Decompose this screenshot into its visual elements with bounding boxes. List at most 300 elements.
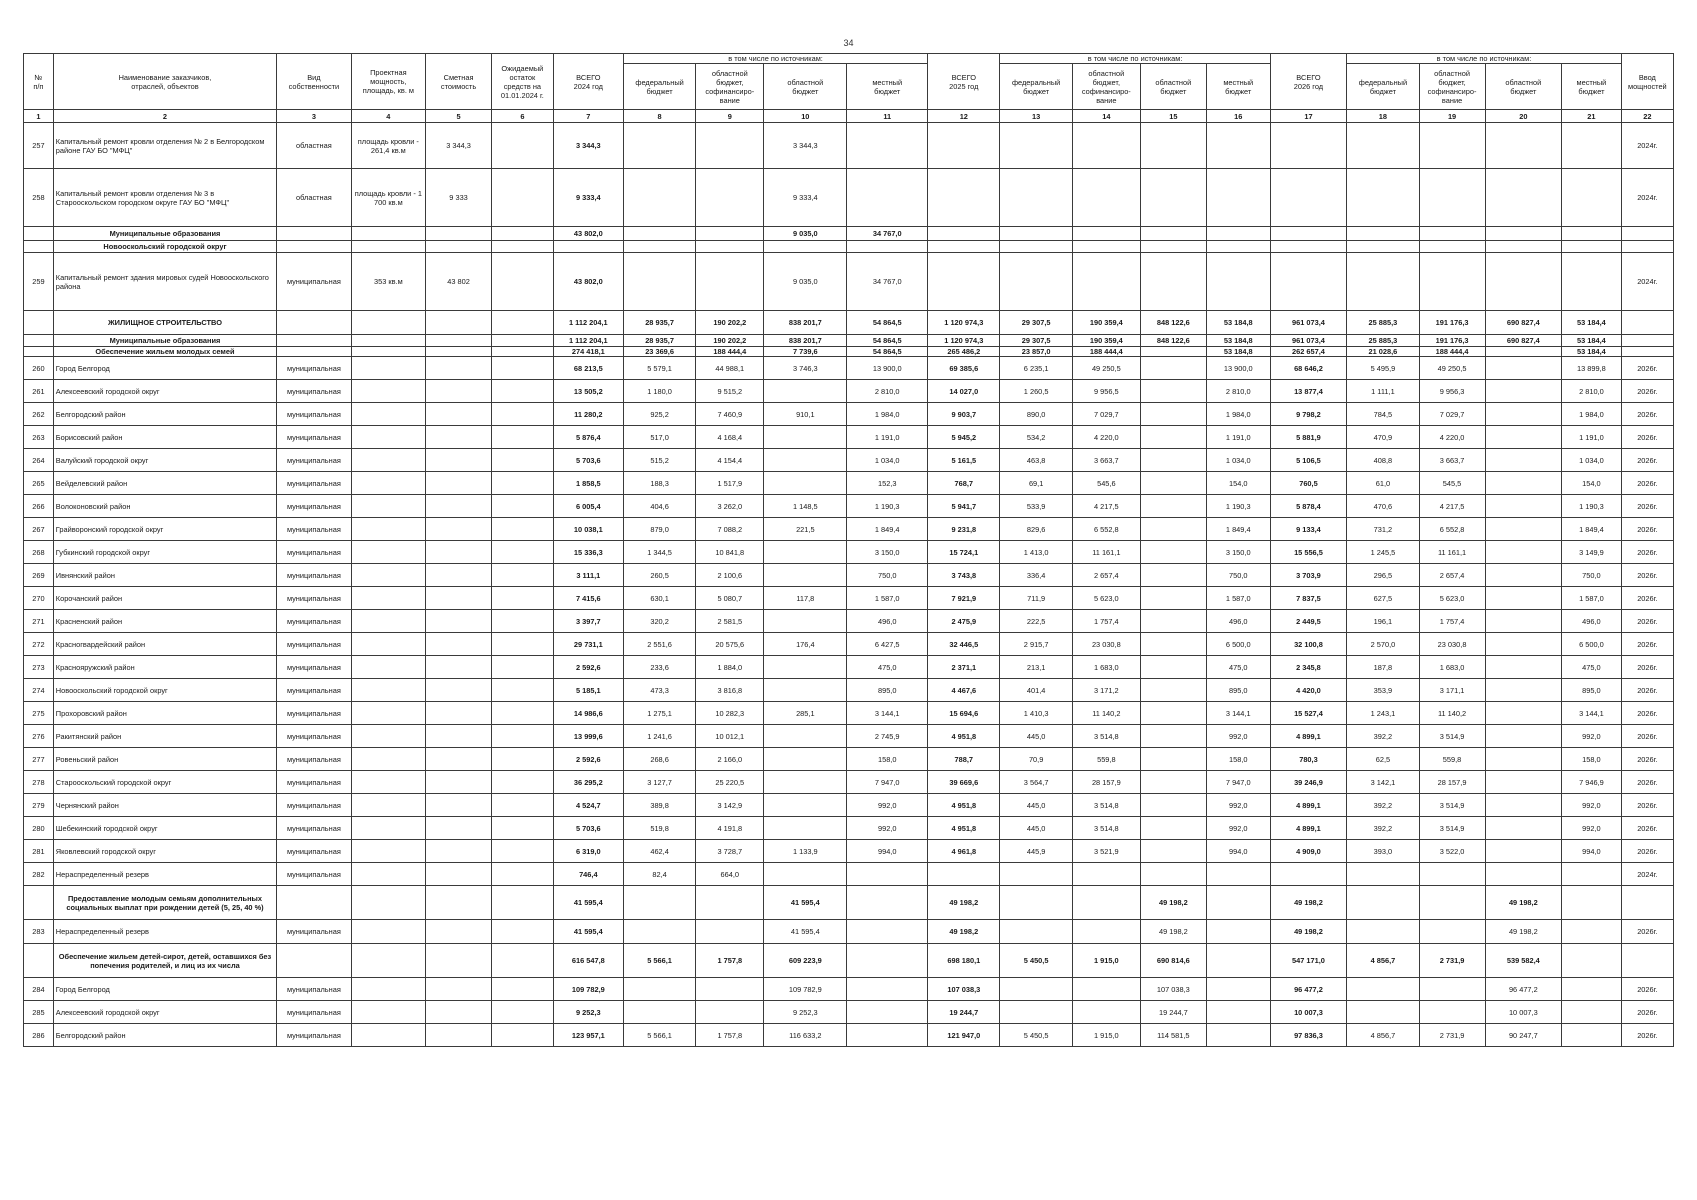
amount-cell: 6 235,1 (1000, 357, 1072, 380)
amount-cell (928, 253, 1000, 311)
table-row (24, 679, 1674, 702)
row-number: 260 (24, 357, 54, 380)
object-name: Алексеевский городской округ (53, 380, 276, 403)
amount-cell: 2 100,6 (696, 564, 764, 587)
capacity (351, 610, 425, 633)
amount-cell (492, 335, 554, 347)
amount-cell (1000, 863, 1072, 886)
amount-cell: 4 961,8 (928, 840, 1000, 863)
amount-cell: 1 587,0 (1562, 587, 1622, 610)
amount-cell (492, 472, 554, 495)
amount-cell (426, 227, 492, 241)
amount-cell (1000, 1001, 1072, 1024)
amount-cell: 829,6 (1000, 518, 1072, 541)
amount-cell (1270, 227, 1347, 241)
capacity (351, 840, 425, 863)
table-row (24, 794, 1674, 817)
amount-cell: 3 816,8 (696, 679, 764, 702)
amount-cell: 97 836,3 (1270, 1024, 1347, 1047)
amount-cell (623, 978, 695, 1001)
amount-cell (426, 380, 492, 403)
amount-cell (492, 518, 554, 541)
amount-cell: 7 921,9 (928, 587, 1000, 610)
amount-cell: 4 168,4 (696, 426, 764, 449)
amount-cell (1206, 1001, 1270, 1024)
commissioning-year: 2026г. (1621, 495, 1673, 518)
amount-cell (492, 495, 554, 518)
amount-cell (426, 1024, 492, 1047)
amount-cell (426, 1001, 492, 1024)
table-body (24, 123, 1674, 1047)
capacity (351, 472, 425, 495)
amount-cell: 107 038,3 (1140, 978, 1206, 1001)
amount-cell (1485, 840, 1562, 863)
capacity (351, 920, 425, 944)
amount-cell: 233,6 (623, 656, 695, 679)
amount-cell (1140, 656, 1206, 679)
amount-cell: 296,5 (1347, 564, 1419, 587)
amount-cell: 784,5 (1347, 403, 1419, 426)
amount-cell: 2 371,1 (928, 656, 1000, 679)
amount-cell: 3 663,7 (1072, 449, 1140, 472)
amount-cell: 13 877,4 (1270, 380, 1347, 403)
amount-cell: 1 587,0 (847, 587, 928, 610)
amount-cell (1140, 679, 1206, 702)
amount-cell: 895,0 (847, 679, 928, 702)
amount-cell: 11 280,2 (553, 403, 623, 426)
amount-cell: 1 180,0 (623, 380, 695, 403)
amount-cell: 54 864,5 (847, 311, 928, 335)
amount-cell (928, 863, 1000, 886)
amount-cell: 992,0 (1562, 794, 1622, 817)
amount-cell: 1 148,5 (764, 495, 847, 518)
table-row (24, 169, 1674, 227)
amount-cell (426, 403, 492, 426)
row-number: 270 (24, 587, 54, 610)
amount-cell: 1 112 204,1 (553, 335, 623, 347)
table-row (24, 702, 1674, 725)
amount-cell: 1 984,0 (1562, 403, 1622, 426)
header-name: Наименование заказчиков, отраслей, объектов (53, 54, 276, 110)
amount-cell: 961 073,4 (1270, 311, 1347, 335)
commissioning-year (1621, 886, 1673, 920)
amount-cell: 994,0 (1206, 840, 1270, 863)
amount-cell (1140, 241, 1206, 253)
amount-cell: 41 595,4 (553, 920, 623, 944)
commissioning-year: 2026г. (1621, 1024, 1673, 1047)
amount-cell: 320,2 (623, 610, 695, 633)
amount-cell: 445,9 (1000, 840, 1072, 863)
amount-cell: 96 477,2 (1485, 978, 1562, 1001)
amount-cell: 1 120 974,3 (928, 335, 1000, 347)
header-cofin-2024: областной бюджет, софинансиро- вание (696, 64, 764, 110)
amount-cell: 9 252,3 (553, 1001, 623, 1024)
ownership-type: муниципальная (277, 1001, 351, 1024)
amount-cell: 19 244,7 (1140, 1001, 1206, 1024)
amount-cell: 28 157,9 (1419, 771, 1485, 794)
amount-cell: 68 213,5 (553, 357, 623, 380)
table-row (24, 449, 1674, 472)
column-number: 16 (1206, 110, 1270, 123)
amount-cell: 517,0 (623, 426, 695, 449)
amount-cell: 2 570,0 (1347, 633, 1419, 656)
commissioning-year: 2026г. (1621, 403, 1673, 426)
column-number: 11 (847, 110, 928, 123)
amount-cell: 15 694,6 (928, 702, 1000, 725)
amount-cell (696, 978, 764, 1001)
amount-cell (1562, 253, 1622, 311)
amount-cell: 9 798,2 (1270, 403, 1347, 426)
amount-cell: 23 030,8 (1419, 633, 1485, 656)
amount-cell: 5 185,1 (553, 679, 623, 702)
amount-cell (1347, 227, 1419, 241)
amount-cell (1000, 169, 1072, 227)
header-regional-2024: областной бюджет (764, 64, 847, 110)
amount-cell (492, 564, 554, 587)
amount-cell: 545,5 (1419, 472, 1485, 495)
amount-cell (1485, 863, 1562, 886)
commissioning-year: 2026г. (1621, 357, 1673, 380)
row-number (24, 944, 54, 978)
object-name: Белгородский район (53, 1024, 276, 1047)
amount-cell (1485, 702, 1562, 725)
amount-cell: 760,5 (1270, 472, 1347, 495)
amount-cell (426, 633, 492, 656)
amount-cell (1000, 920, 1072, 944)
amount-cell: 28 157,9 (1072, 771, 1140, 794)
amount-cell: 879,0 (623, 518, 695, 541)
amount-cell: 470,6 (1347, 495, 1419, 518)
amount-cell (847, 886, 928, 920)
amount-cell (1000, 978, 1072, 1001)
amount-cell: 533,9 (1000, 495, 1072, 518)
header-owner: Вид собственности (277, 54, 351, 110)
row-number: 272 (24, 633, 54, 656)
amount-cell: 188,3 (623, 472, 695, 495)
amount-cell: 7 837,5 (1270, 587, 1347, 610)
table-row (24, 920, 1674, 944)
amount-cell (1347, 123, 1419, 169)
ownership-type: муниципальная (277, 978, 351, 1001)
amount-cell (1485, 380, 1562, 403)
amount-cell: 445,0 (1000, 817, 1072, 840)
capacity (351, 725, 425, 748)
amount-cell (764, 817, 847, 840)
amount-cell: 176,4 (764, 633, 847, 656)
amount-cell: 1 757,8 (696, 944, 764, 978)
amount-cell: 114 581,5 (1140, 1024, 1206, 1047)
amount-cell (492, 380, 554, 403)
amount-cell: 6 500,0 (1206, 633, 1270, 656)
section-row (24, 227, 1674, 241)
amount-cell (623, 169, 695, 227)
amount-cell (426, 518, 492, 541)
table-row (24, 253, 1674, 311)
header-total-2024: ВСЕГО 2024 год (553, 54, 623, 110)
amount-cell: 3 743,8 (928, 564, 1000, 587)
amount-cell: 5 945,2 (928, 426, 1000, 449)
commissioning-year (1621, 347, 1673, 357)
ownership-type: муниципальная (277, 679, 351, 702)
amount-cell: 992,0 (1206, 725, 1270, 748)
amount-cell (426, 920, 492, 944)
amount-cell (1206, 241, 1270, 253)
amount-cell (1347, 169, 1419, 227)
amount-cell: 895,0 (1206, 679, 1270, 702)
ownership-type: муниципальная (277, 610, 351, 633)
amount-cell: 445,0 (1000, 794, 1072, 817)
amount-cell: 1 915,0 (1072, 1024, 1140, 1047)
amount-cell: 3 144,1 (1562, 702, 1622, 725)
amount-cell: 463,8 (1000, 449, 1072, 472)
amount-cell: 11 161,1 (1072, 541, 1140, 564)
amount-cell (426, 426, 492, 449)
amount-cell: 496,0 (847, 610, 928, 633)
amount-cell (696, 123, 764, 169)
header-federal-2024: федеральный бюджет (623, 64, 695, 110)
ownership-type: муниципальная (277, 656, 351, 679)
amount-cell: 25 220,5 (696, 771, 764, 794)
amount-cell (1347, 1001, 1419, 1024)
header-sources-2024: в том числе по источникам: (623, 54, 927, 64)
amount-cell: 7 739,6 (764, 347, 847, 357)
amount-cell (492, 1001, 554, 1024)
commissioning-year: 2026г. (1621, 817, 1673, 840)
capacity (351, 587, 425, 610)
amount-cell: 11 140,2 (1419, 702, 1485, 725)
amount-cell (1419, 978, 1485, 1001)
capacity (351, 679, 425, 702)
column-number: 6 (492, 110, 554, 123)
amount-cell: 3 111,1 (553, 564, 623, 587)
amount-cell (1072, 978, 1140, 1001)
amount-cell: 6 500,0 (1562, 633, 1622, 656)
amount-cell: 9 231,8 (928, 518, 1000, 541)
amount-cell (1140, 748, 1206, 771)
amount-cell (623, 253, 695, 311)
amount-cell: 19 244,7 (928, 1001, 1000, 1024)
section-title: ЖИЛИЩНОЕ СТРОИТЕЛЬСТВО (53, 311, 276, 335)
amount-cell: 3 514,8 (1072, 794, 1140, 817)
commissioning-year: 2026г. (1621, 725, 1673, 748)
commissioning-year: 2026г. (1621, 1001, 1673, 1024)
amount-cell (1140, 426, 1206, 449)
amount-cell (764, 679, 847, 702)
amount-cell (1140, 472, 1206, 495)
capacity (351, 944, 425, 978)
row-number: 271 (24, 610, 54, 633)
amount-cell: 82,4 (623, 863, 695, 886)
row-number: 276 (24, 725, 54, 748)
section-row (24, 241, 1674, 253)
row-number: 284 (24, 978, 54, 1001)
amount-cell: 6 552,8 (1072, 518, 1140, 541)
amount-cell: 3 703,9 (1270, 564, 1347, 587)
commissioning-year (1621, 335, 1673, 347)
row-number: 257 (24, 123, 54, 169)
amount-cell: 5 881,9 (1270, 426, 1347, 449)
row-number (24, 335, 54, 347)
commissioning-year: 2026г. (1621, 449, 1673, 472)
amount-cell (492, 886, 554, 920)
amount-cell: 41 595,4 (764, 920, 847, 944)
ownership-type (277, 227, 351, 241)
object-name: Нераспределенный резерв (53, 863, 276, 886)
amount-cell: 191 176,3 (1419, 335, 1485, 347)
commissioning-year: 2026г. (1621, 679, 1673, 702)
amount-cell: 54 864,5 (847, 335, 928, 347)
amount-cell (426, 347, 492, 357)
amount-cell: 29 307,5 (1000, 335, 1072, 347)
amount-cell: 408,8 (1347, 449, 1419, 472)
amount-cell: 2 810,0 (1206, 380, 1270, 403)
amount-cell (1485, 227, 1562, 241)
amount-cell: 519,8 (623, 817, 695, 840)
amount-cell: 10 038,1 (553, 518, 623, 541)
amount-cell: 690 827,4 (1485, 311, 1562, 335)
amount-cell: 711,9 (1000, 587, 1072, 610)
header-total-2025: ВСЕГО 2025 год (928, 54, 1000, 110)
row-number (24, 311, 54, 335)
amount-cell: 2 915,7 (1000, 633, 1072, 656)
amount-cell (1419, 227, 1485, 241)
object-name: Прохоровский район (53, 702, 276, 725)
table-row (24, 518, 1674, 541)
amount-cell: 1 190,3 (847, 495, 928, 518)
amount-cell: 49 198,2 (928, 920, 1000, 944)
amount-cell: 3 514,9 (1419, 725, 1485, 748)
row-number: 280 (24, 817, 54, 840)
amount-cell (1347, 253, 1419, 311)
amount-cell (1485, 656, 1562, 679)
header-regional-2025: областной бюджет (1140, 64, 1206, 110)
amount-cell: 109 782,9 (553, 978, 623, 1001)
amount-cell (847, 863, 928, 886)
amount-cell (426, 311, 492, 335)
amount-cell: 848 122,6 (1140, 335, 1206, 347)
amount-cell: 190 359,4 (1072, 335, 1140, 347)
amount-cell: 2 592,6 (553, 656, 623, 679)
capacity (351, 241, 425, 253)
amount-cell: 54 864,5 (847, 347, 928, 357)
header-cofin-2026: областной бюджет, софинансиро- вание (1419, 64, 1485, 110)
commissioning-year: 2026г. (1621, 840, 1673, 863)
amount-cell: 15 527,4 (1270, 702, 1347, 725)
amount-cell: 190 202,2 (696, 335, 764, 347)
amount-cell: 15 556,5 (1270, 541, 1347, 564)
table-row (24, 1001, 1674, 1024)
section-title: Муниципальные образования (53, 335, 276, 347)
amount-cell (764, 472, 847, 495)
amount-cell: 2 551,6 (623, 633, 695, 656)
amount-cell: 62,5 (1347, 748, 1419, 771)
amount-cell: 123 957,1 (553, 1024, 623, 1047)
amount-cell (492, 817, 554, 840)
amount-cell: 34 767,0 (847, 253, 928, 311)
capacity (351, 702, 425, 725)
amount-cell: 32 100,8 (1270, 633, 1347, 656)
amount-cell (1140, 840, 1206, 863)
row-number: 282 (24, 863, 54, 886)
amount-cell: 910,1 (764, 403, 847, 426)
amount-cell: 29 307,5 (1000, 311, 1072, 335)
amount-cell: 49 198,2 (1485, 886, 1562, 920)
amount-cell (1140, 794, 1206, 817)
amount-cell (1485, 564, 1562, 587)
amount-cell: 20 575,6 (696, 633, 764, 656)
amount-cell (492, 920, 554, 944)
amount-cell: 1 275,1 (623, 702, 695, 725)
commissioning-year: 2026г. (1621, 564, 1673, 587)
amount-cell: 154,0 (1206, 472, 1270, 495)
amount-cell: 262 657,4 (1270, 347, 1347, 357)
table-row (24, 863, 1674, 886)
amount-cell: 68 646,2 (1270, 357, 1347, 380)
amount-cell: 1 413,0 (1000, 541, 1072, 564)
capacity (351, 886, 425, 920)
header-federal-2026: федеральный бюджет (1347, 64, 1419, 110)
amount-cell (1072, 886, 1140, 920)
amount-cell (696, 169, 764, 227)
amount-cell: 336,4 (1000, 564, 1072, 587)
amount-cell: 9 956,5 (1072, 380, 1140, 403)
amount-cell (847, 978, 928, 1001)
header-regional-2026: областной бюджет (1485, 64, 1562, 110)
amount-cell: 475,0 (1562, 656, 1622, 679)
amount-cell: 462,4 (623, 840, 695, 863)
column-number: 22 (1621, 110, 1673, 123)
amount-cell: 154,0 (1562, 472, 1622, 495)
amount-cell: 1 683,0 (1072, 656, 1140, 679)
amount-cell (1140, 610, 1206, 633)
amount-cell (1419, 241, 1485, 253)
amount-cell: 609 223,9 (764, 944, 847, 978)
amount-cell: 961 073,4 (1270, 335, 1347, 347)
amount-cell (1485, 123, 1562, 169)
amount-cell (1270, 123, 1347, 169)
amount-cell (1000, 253, 1072, 311)
amount-cell (1562, 863, 1622, 886)
row-number: 286 (24, 1024, 54, 1047)
amount-cell: 470,9 (1347, 426, 1419, 449)
amount-cell: 4 856,7 (1347, 944, 1419, 978)
amount-cell: 4 899,1 (1270, 817, 1347, 840)
amount-cell (1206, 169, 1270, 227)
amount-cell (1072, 920, 1140, 944)
amount-cell: 992,0 (1562, 817, 1622, 840)
amount-cell: 39 246,9 (1270, 771, 1347, 794)
amount-cell (1419, 863, 1485, 886)
amount-cell: 9 333,4 (553, 169, 623, 227)
row-number: 263 (24, 426, 54, 449)
amount-cell: 392,2 (1347, 817, 1419, 840)
object-name: Капитальный ремонт здания мировых судей Новооскольского района (53, 253, 276, 311)
amount-cell: 7 946,9 (1562, 771, 1622, 794)
amount-cell: 731,2 (1347, 518, 1419, 541)
commissioning-year: 2026г. (1621, 633, 1673, 656)
amount-cell: 3 514,8 (1072, 725, 1140, 748)
amount-cell (1072, 253, 1140, 311)
amount-cell (847, 944, 928, 978)
commissioning-year (1621, 311, 1673, 335)
amount-cell: 5 623,0 (1419, 587, 1485, 610)
amount-cell: 53 184,8 (1206, 311, 1270, 335)
header-sources-2025: в том числе по источникам: (1000, 54, 1270, 64)
row-number: 259 (24, 253, 54, 311)
ownership-type: муниципальная (277, 794, 351, 817)
amount-cell (1072, 241, 1140, 253)
amount-cell (426, 449, 492, 472)
